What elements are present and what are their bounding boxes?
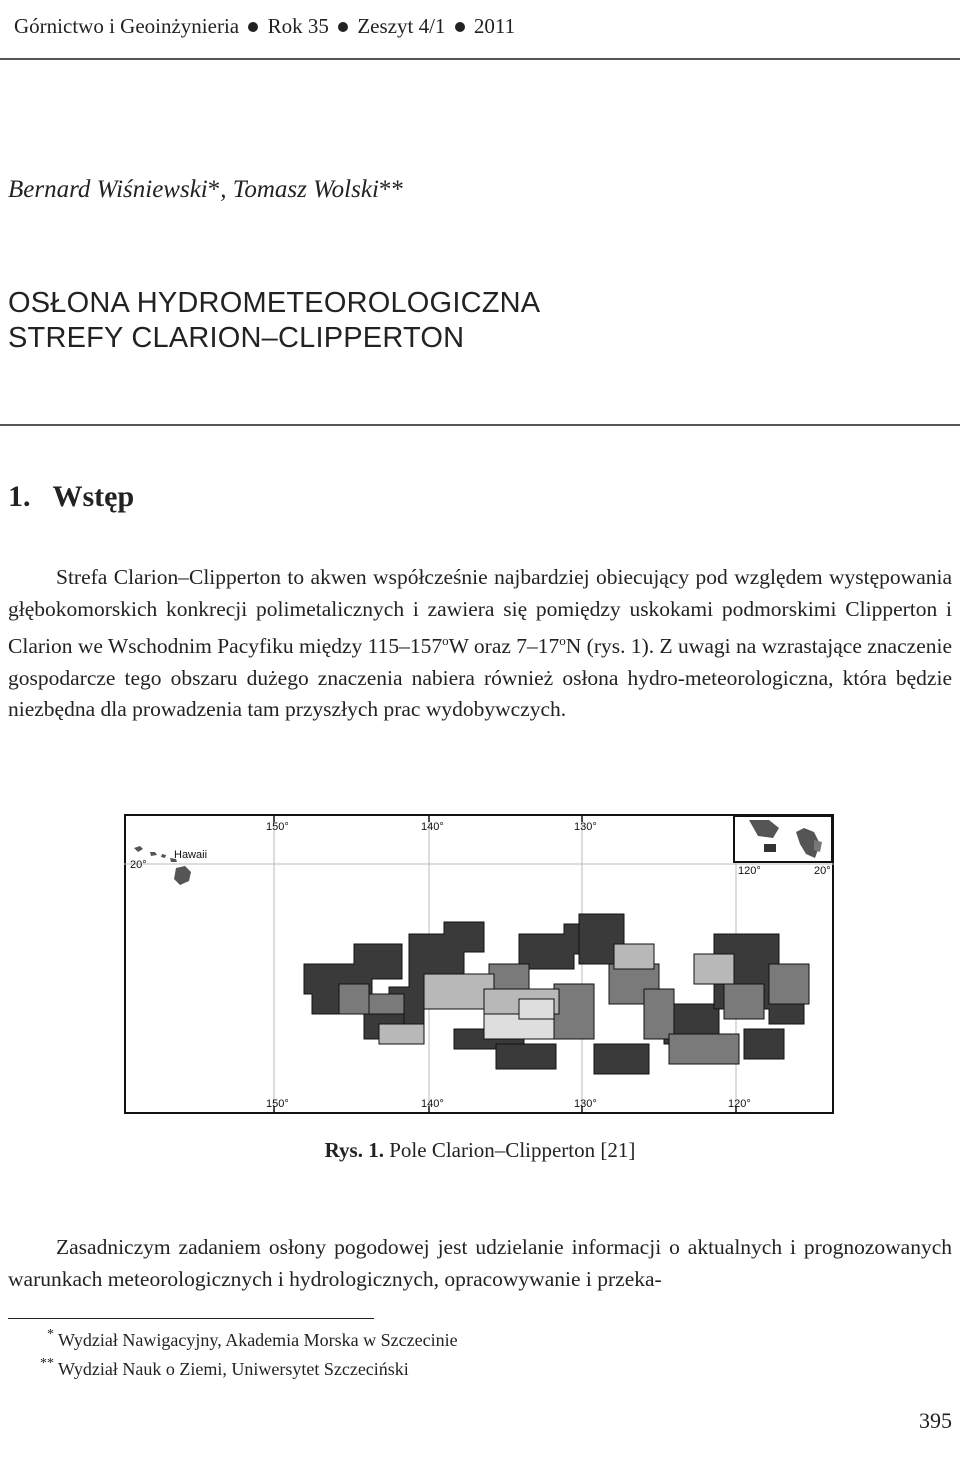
journal-year: 2011 — [473, 14, 516, 38]
author-2: Tomasz Wolski — [232, 176, 379, 203]
degree-mark: o — [442, 633, 449, 648]
figure-caption — [0, 1138, 960, 1163]
title-line-2: STREFY CLARION–CLIPPERTON — [8, 322, 465, 354]
para1-part1: Strefa Clarion–Clipperton to akwen współcześnie najbardziej obiecujący pod względem występowania głębokomorskich konkrecji polimetalicznych i zawiera się pomiędzy uskokami podmorskimi Clipperton i Clarion we Wschodnim Pacyfiku między 115–157 — [8, 565, 952, 659]
footnote — [8, 1355, 458, 1384]
bullet-icon — [455, 22, 465, 32]
para2-text: Zasadniczym zadaniem osłony pogodowej jest udzielanie informacji o aktualnych i prognozowanych warunkach meteorologicznych i hydrologicznych, opracowywanie i przeka- — [8, 1235, 952, 1291]
lon-label-bottom: 130° — [574, 1098, 597, 1110]
lon-label-bottom: 140° — [421, 1098, 444, 1110]
inset-lon-label: 120° — [738, 865, 761, 877]
author-2-mark: ** — [378, 176, 404, 203]
lon-label-bottom: 150° — [266, 1098, 289, 1110]
degree-mark: o — [559, 633, 566, 648]
running-header — [14, 14, 515, 39]
lon-label-top: 150° — [266, 821, 289, 833]
footnotes — [8, 1326, 458, 1384]
authors-line: Bernard Wiśniewski*, Tomasz Wolski** — [8, 176, 404, 203]
journal-name: Górnictwo i Geoinżynieria — [14, 14, 240, 38]
section-divider — [0, 424, 960, 426]
caption-label: Rys. 1. — [324, 1138, 384, 1162]
lon-label-top: 140° — [421, 821, 444, 833]
lon-label-bottom: 120° — [728, 1098, 751, 1110]
section-title: Wstęp — [52, 480, 135, 513]
footnote-mark: ** — [40, 1356, 54, 1371]
author-1-mark: * — [207, 176, 221, 203]
journal-year-label: Rok 35 — [267, 14, 329, 38]
author-1: Bernard Wiśniewski — [8, 176, 208, 203]
footnote-divider — [8, 1318, 374, 1319]
hawaii-label: Hawaii — [174, 849, 208, 861]
inset-lat-label: 20° — [814, 865, 831, 877]
section-number: 1. — [8, 480, 31, 513]
footnote-mark: * — [47, 1327, 54, 1342]
caption-text: Pole Clarion–Clipperton [21] — [389, 1138, 636, 1162]
footnote-text: Wydział Nawigacyjny, Akademia Morska w Szczecinie — [58, 1330, 458, 1350]
journal-issue: Zeszyt 4/1 — [357, 14, 446, 38]
paper-title — [8, 286, 540, 356]
clarion-clipperton-map — [124, 814, 834, 1114]
footnote — [8, 1326, 458, 1355]
para1-part2: W oraz 7–17 — [448, 634, 560, 659]
inset-map — [734, 816, 832, 862]
lat-label: 20° — [130, 859, 147, 871]
footnote-text: Wydział Nauk o Ziemi, Uniwersytet Szczeciński — [58, 1359, 409, 1379]
paragraph-second — [8, 1232, 952, 1295]
para1-part3: N (rys. 1). Z uwagi na wzrastające znaczenie gospodarcze tego obszaru dużego znaczenia nabiera również osłona hydro-meteorologiczna, która będzie niezbędna dla prowadzenia tam przyszłych prac wydobywczych. — [8, 634, 952, 722]
title-line-1: OSŁONA HYDROMETEOROLOGICZNA — [8, 287, 541, 319]
bullet-icon — [338, 22, 348, 32]
section-heading — [8, 480, 134, 514]
page-number: 395 — [919, 1408, 952, 1433]
header-divider — [0, 58, 960, 60]
figure-map — [124, 814, 834, 1114]
bullet-icon — [248, 22, 258, 32]
lon-label-top: 130° — [574, 821, 597, 833]
paragraph-intro — [8, 562, 952, 726]
